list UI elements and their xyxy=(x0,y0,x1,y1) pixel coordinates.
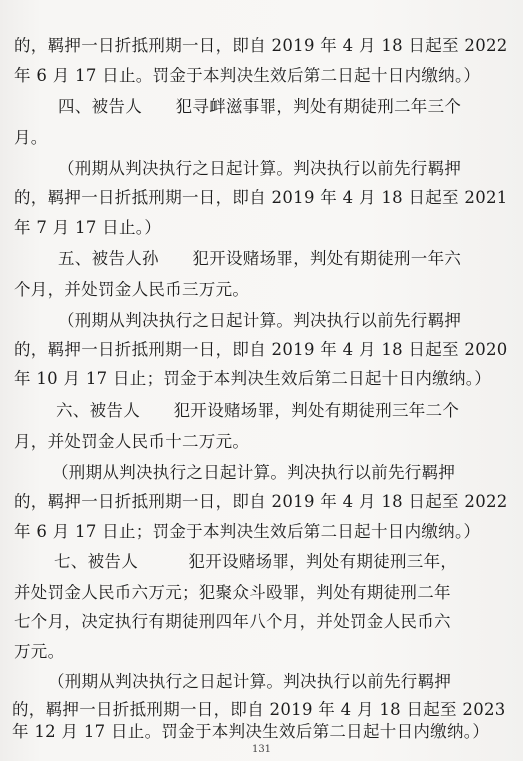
text-line: （刑期从判决执行之日起计算。判决执行以前先行羁押 xyxy=(58,159,462,178)
text-line: 月。 xyxy=(14,128,48,147)
text-line: 年 7 月 17 日止。） xyxy=(14,218,162,237)
text-line: 年 6 月 17 日止。罚金于本判决生效后第二日起十日内缴纳。） xyxy=(14,66,481,85)
text-line: 年 6 月 17 日止；罚金于本判决生效后第二日起十日内缴纳。） xyxy=(14,522,481,541)
text-line: 五、被告人孙 犯开设赌场罪，判处有期徒刑一年六 xyxy=(58,249,462,268)
text-line: 个月，并处罚金人民币三万元。 xyxy=(14,280,250,299)
bleed-through-mark xyxy=(120,122,345,139)
text-line: 的，羁押一日折抵刑期一日，即自 2019 年 4 月 18 日起至 2020 xyxy=(14,340,508,359)
text-line: 六、被告人 犯开设赌场罪，判处有期徒刑三年二个 xyxy=(56,401,460,420)
text-line: 月，并处罚金人民币十二万元。 xyxy=(14,432,250,451)
text-line: 四、被告人 犯寻衅滋事罪，判处有期徒刑二年三个 xyxy=(58,97,462,116)
text-line: 并处罚金人民币六万元；犯聚众斗殴罪，判处有期徒刑二年 xyxy=(14,583,451,602)
text-line: （刑期从判决执行之日起计算。判决执行以前先行羁押 xyxy=(48,672,452,691)
text-line: 年 12 月 17 日止。罚金于本判决生效后第二日起十日内缴纳。） xyxy=(12,722,490,741)
text-line: 年 10 月 17 日止；罚金于本判决生效后第二日起十日内缴纳。） xyxy=(14,369,492,388)
text-line: 的，羁押一日折抵刑期一日，即自 2019 年 4 月 18 日起至 2022 xyxy=(14,492,508,511)
text-line: （刑期从判决执行之日起计算。判决执行以前先行羁押 xyxy=(58,311,462,330)
page-number: 131 xyxy=(251,744,272,755)
text-line: 的，羁押一日折抵刑期一日，即自 2019 年 4 月 18 日起至 2022 xyxy=(14,36,508,55)
text-line: 万元。 xyxy=(14,642,65,661)
text-line: 七、被告人 犯开设赌场罪，判处有期徒刑三年， xyxy=(54,552,458,571)
text-line: 的，羁押一日折抵刑期一日，即自 2019 年 4 月 18 日起至 2023 xyxy=(12,700,506,719)
text-line: 七个月，决定执行有期徒刑四年八个月，并处罚金人民币六 xyxy=(14,612,451,631)
text-line: （刑期从判决执行之日起计算。判决执行以前先行羁押 xyxy=(52,463,456,482)
text-line: 的，羁押一日折抵刑期一日，即自 2019 年 4 月 18 日起至 2021 xyxy=(14,188,508,207)
